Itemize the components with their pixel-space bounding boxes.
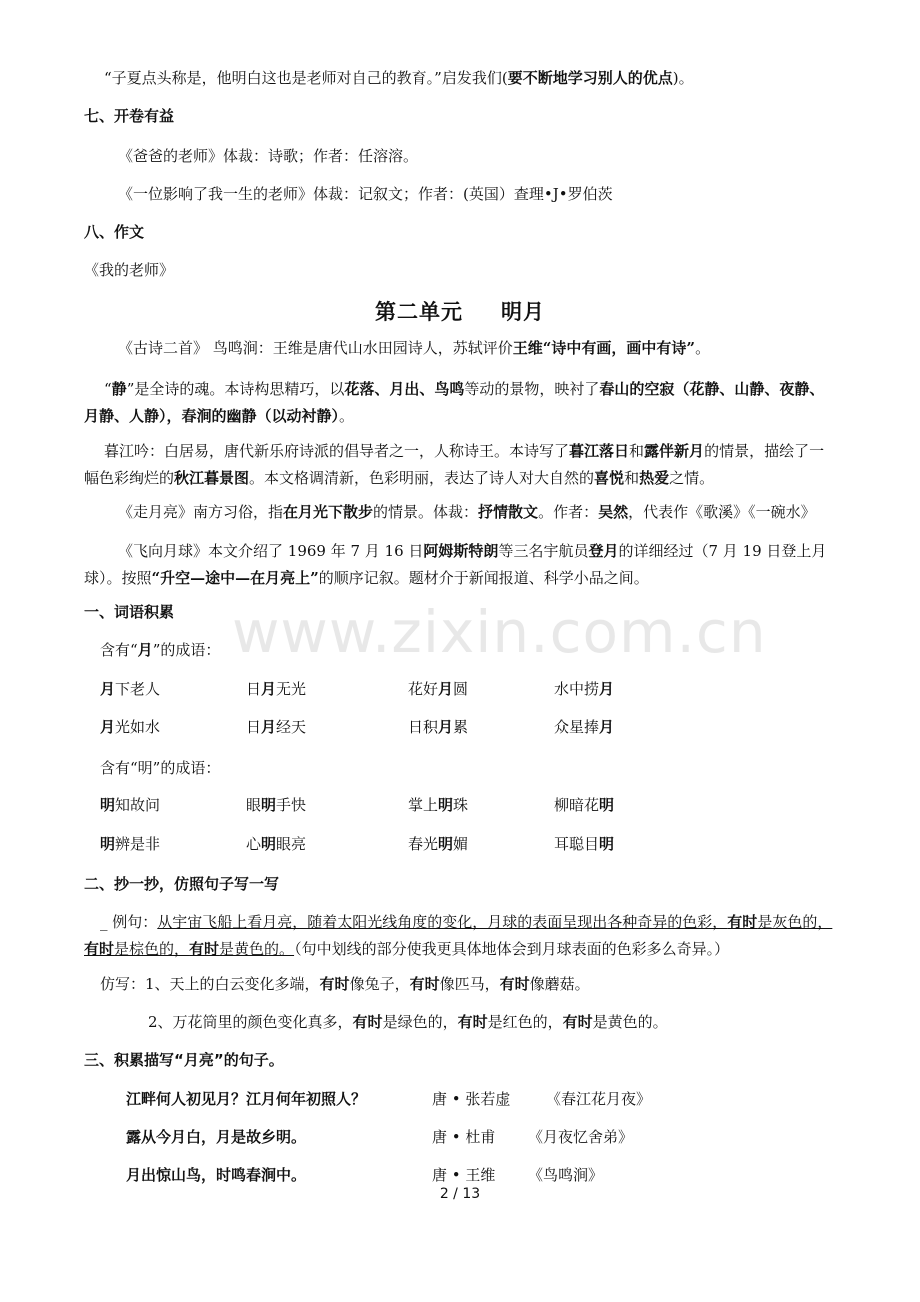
idiom-text: 辨是非	[115, 835, 161, 853]
text: 《古诗二首》 鸟鸣涧：王维是唐代山水田园诗人，苏轼评价	[118, 339, 513, 357]
text: 含有“	[100, 641, 138, 659]
text: 。作者：	[538, 503, 599, 521]
idiom-key-char: 明	[438, 835, 454, 853]
idiom-key-char: 月	[438, 718, 454, 736]
idiom-text: 光如水	[115, 718, 161, 736]
idiom-key-char: 明	[599, 835, 615, 853]
text: 的情景，描绘了一幅色彩绚烂的	[84, 442, 825, 487]
idiom-key-char: 月	[599, 680, 615, 698]
idiom-key-char: 月	[261, 680, 277, 698]
text-underlined-bold: 有时	[84, 940, 115, 958]
text-bold: 花落、月出、鸟鸣	[344, 380, 465, 398]
text: 像蘑菇。	[529, 975, 590, 993]
unit-title	[0, 296, 920, 326]
poem-work: 《春江花月夜》	[546, 1090, 652, 1108]
unit-title-main: 第二单元	[375, 300, 463, 324]
idiom-text: 花好	[408, 680, 439, 698]
idiom-text: 手快	[276, 796, 307, 814]
text-bold: 有时	[562, 1013, 593, 1031]
idiom-text: 日	[246, 718, 262, 736]
idiom-text: 掌上	[408, 796, 439, 814]
text: 。	[339, 407, 355, 425]
text-bold: 秋江暮景图	[174, 469, 250, 487]
idiom-text: 圆	[453, 680, 469, 698]
moon-idiom	[246, 677, 306, 701]
text: 的顺序记叙。题材介于新闻报道、科学小品之间。	[318, 569, 649, 587]
text: 暮江吟：白居易，唐代新乐府诗派的倡导者之一，人称诗王。本诗写了	[104, 442, 570, 460]
unit-title-sub: 明月	[501, 300, 545, 324]
idiom-key-char: 明	[100, 796, 116, 814]
poem-line: 江畔何人初见月？江月何年初照人？	[126, 1090, 367, 1108]
text: 像兔子，	[349, 975, 410, 993]
moon-idiom	[554, 715, 614, 739]
text-bold: 春山的空寂（花静、山静、夜静、月静、人静），春涧的幽静（以动衬静）	[84, 380, 825, 425]
imitation-2	[148, 1010, 908, 1034]
idiom-key-char: 月	[261, 718, 277, 736]
idiom-key-char: 月	[438, 680, 454, 698]
text-bold: 有时	[352, 1013, 383, 1031]
poem-line: 露从今月白，月是故乡明。	[126, 1128, 307, 1146]
bright-idiom	[554, 793, 614, 817]
bright-idiom	[246, 793, 306, 817]
text: ，代表作《歌溪》《一碗水》	[628, 503, 816, 521]
idiom-text: 珠	[453, 796, 469, 814]
idiom-key-char: 明	[438, 796, 454, 814]
bright-idioms-intro: 含有“明”的成语：	[100, 759, 221, 777]
text-underlined: 是灰色的，	[757, 913, 833, 931]
text: 等三名宇航员	[498, 542, 589, 560]
example-sentence	[84, 909, 838, 963]
unit-paragraph-3	[84, 438, 838, 492]
text-bold: 阿姆斯特朗	[423, 542, 499, 560]
moon-idiom	[100, 715, 160, 739]
idiom-key-char: 明	[261, 835, 277, 853]
text: 。	[695, 339, 711, 357]
moon-idiom	[408, 715, 468, 739]
text-bold: 月	[137, 641, 153, 659]
text-bold: 喜悦	[594, 469, 625, 487]
moon-idiom	[554, 677, 614, 701]
text-bold: 静	[111, 380, 127, 398]
text: 仿写：1、天上的白云变化多端，	[100, 975, 320, 993]
text: 是红色的，	[487, 1013, 563, 1031]
intro-bold: 要不断地学习别人的优点	[507, 69, 673, 87]
poem-author: 唐 • 张若虚	[432, 1090, 511, 1108]
bright-idiom	[554, 832, 614, 856]
idiom-text: 日	[246, 680, 262, 698]
bright-idiom	[408, 832, 468, 856]
text: “	[104, 380, 112, 398]
idiom-text: 下老人	[115, 680, 161, 698]
bright-idiom	[408, 793, 468, 817]
idiom-text: 柳暗花	[554, 796, 600, 814]
text: 2、万花筒里的颜色变化真多，	[148, 1013, 353, 1031]
unit-paragraph-1	[118, 336, 878, 360]
unit-paragraph-2	[84, 376, 838, 430]
idiom-text: 眼亮	[276, 835, 307, 853]
text: 和	[629, 442, 645, 460]
poem-work: 《鸟鸣涧》	[528, 1166, 604, 1184]
text: 等动的景物，映衬了	[464, 380, 600, 398]
intro-text: “子夏点头称是，他明白这也是老师对自己的教育。”启发我们(	[104, 69, 508, 87]
unit-paragraph-5	[84, 538, 838, 592]
intro-tail: )。	[672, 69, 694, 87]
text: 。本文格调清新，色彩明丽，表达了诗人对大自然的	[249, 469, 595, 487]
section-8-line: 《我的老师》	[84, 261, 175, 279]
text: _ 例句：	[100, 913, 158, 931]
idiom-key-char: 明	[599, 796, 615, 814]
idiom-text: 无光	[276, 680, 307, 698]
text-underlined: 是棕色的，	[114, 940, 190, 958]
text-bold: 吴然	[598, 503, 629, 521]
text-bold: 在月光下散步	[283, 503, 374, 521]
idiom-text: 知故问	[115, 796, 161, 814]
idiom-text: 众星捧	[554, 718, 600, 736]
watermark: www.zixin.com.cn	[232, 598, 767, 666]
idiom-text: 心	[246, 835, 262, 853]
text: ”是全诗的魂。本诗构思精巧，以	[126, 380, 345, 398]
intro-line	[104, 66, 864, 90]
text-underlined-bold: 有时	[189, 940, 220, 958]
moon-idiom	[408, 677, 468, 701]
idiom-key-char: 月	[100, 718, 116, 736]
idiom-key-char: 月	[599, 718, 615, 736]
text-bold: “升空—途中—在月亮上”	[151, 569, 319, 587]
unit-paragraph-4	[118, 500, 878, 524]
page-number: 2 / 13	[439, 1186, 481, 1202]
section-8-heading: 八、作文	[84, 223, 145, 241]
section-7-line-1: 《爸爸的老师》体裁：诗歌；作者：任溶溶。	[118, 147, 419, 165]
poem-work: 《月夜忆舍弟》	[528, 1128, 634, 1146]
text-bold: 有时	[409, 975, 440, 993]
text-bold: 有时	[499, 975, 530, 993]
idiom-key-char: 明	[100, 835, 116, 853]
text-underlined: 是黄色的。	[219, 940, 295, 958]
text-underlined: 从宇宙飞船上看月亮，随着太阳光线角度的变化，月球的表面呈现出各种奇异的色彩，	[157, 913, 728, 931]
text-underlined-bold: 有时	[727, 913, 758, 931]
bright-idiom	[246, 832, 306, 856]
poem-author: 唐 • 杜甫	[432, 1128, 496, 1146]
idiom-text: 水中捞	[554, 680, 600, 698]
section-7-heading: 七、开卷有益	[84, 107, 175, 125]
text: 是黄色的。	[592, 1013, 668, 1031]
idiom-text: 日积	[408, 718, 439, 736]
text: 的情景。体裁：	[373, 503, 479, 521]
text: 的详细经过（7 月 19 日登上月球）。按照	[84, 542, 827, 587]
bright-idiom	[100, 793, 160, 817]
text: 之情。	[669, 469, 715, 487]
idiom-text: 眼	[246, 796, 262, 814]
copy-heading: 二、抄一抄，仿照句子写一写	[84, 875, 280, 893]
vocab-heading: 一、词语积累	[84, 603, 175, 621]
text-bold: 有时	[319, 975, 350, 993]
idiom-text: 耳聪目	[554, 835, 600, 853]
bright-idiom	[100, 832, 160, 856]
text: 像匹马，	[439, 975, 500, 993]
text: ”的成语：	[152, 641, 221, 659]
idiom-text: 经天	[276, 718, 307, 736]
moon-idiom	[246, 715, 306, 739]
text: 和	[624, 469, 640, 487]
text-bold: 露伴新月	[644, 442, 705, 460]
text-bold: 抒情散文	[478, 503, 539, 521]
moon-idiom	[100, 677, 160, 701]
poem-line: 月出惊山鸟，时鸣春涧中。	[126, 1166, 307, 1184]
moon-lines-heading: 三、积累描写“月亮”的句子。	[84, 1051, 284, 1069]
text: 是绿色的，	[382, 1013, 458, 1031]
imitation-1	[100, 972, 860, 996]
text-bold: 热爱	[639, 469, 670, 487]
text: 《走月亮》南方习俗，指	[118, 503, 284, 521]
text: 《飞向月球》本文介绍了 1969 年 7 月 16 日	[118, 542, 424, 560]
text-bold: 暮江落日	[569, 442, 630, 460]
text-bold: 王维	[512, 339, 543, 357]
section-7-line-2: 《一位影响了我一生的老师》体裁：记叙文；作者：(英国）查理•J•罗伯茨	[118, 185, 613, 203]
moon-idioms-intro	[100, 638, 860, 662]
idiom-text: 春光	[408, 835, 439, 853]
idiom-key-char: 月	[100, 680, 116, 698]
text-bold: 有时	[457, 1013, 488, 1031]
poem-author: 唐 • 王维	[432, 1166, 496, 1184]
idiom-text: 累	[453, 718, 469, 736]
text-bold: “诗中有画，画中有诗”	[542, 339, 696, 357]
idiom-text: 媚	[453, 835, 469, 853]
text: （句中划线的部分使我更具体地体会到月球表面的色彩多么奇异。）	[294, 940, 730, 958]
idiom-key-char: 明	[261, 796, 277, 814]
text-bold: 登月	[588, 542, 619, 560]
